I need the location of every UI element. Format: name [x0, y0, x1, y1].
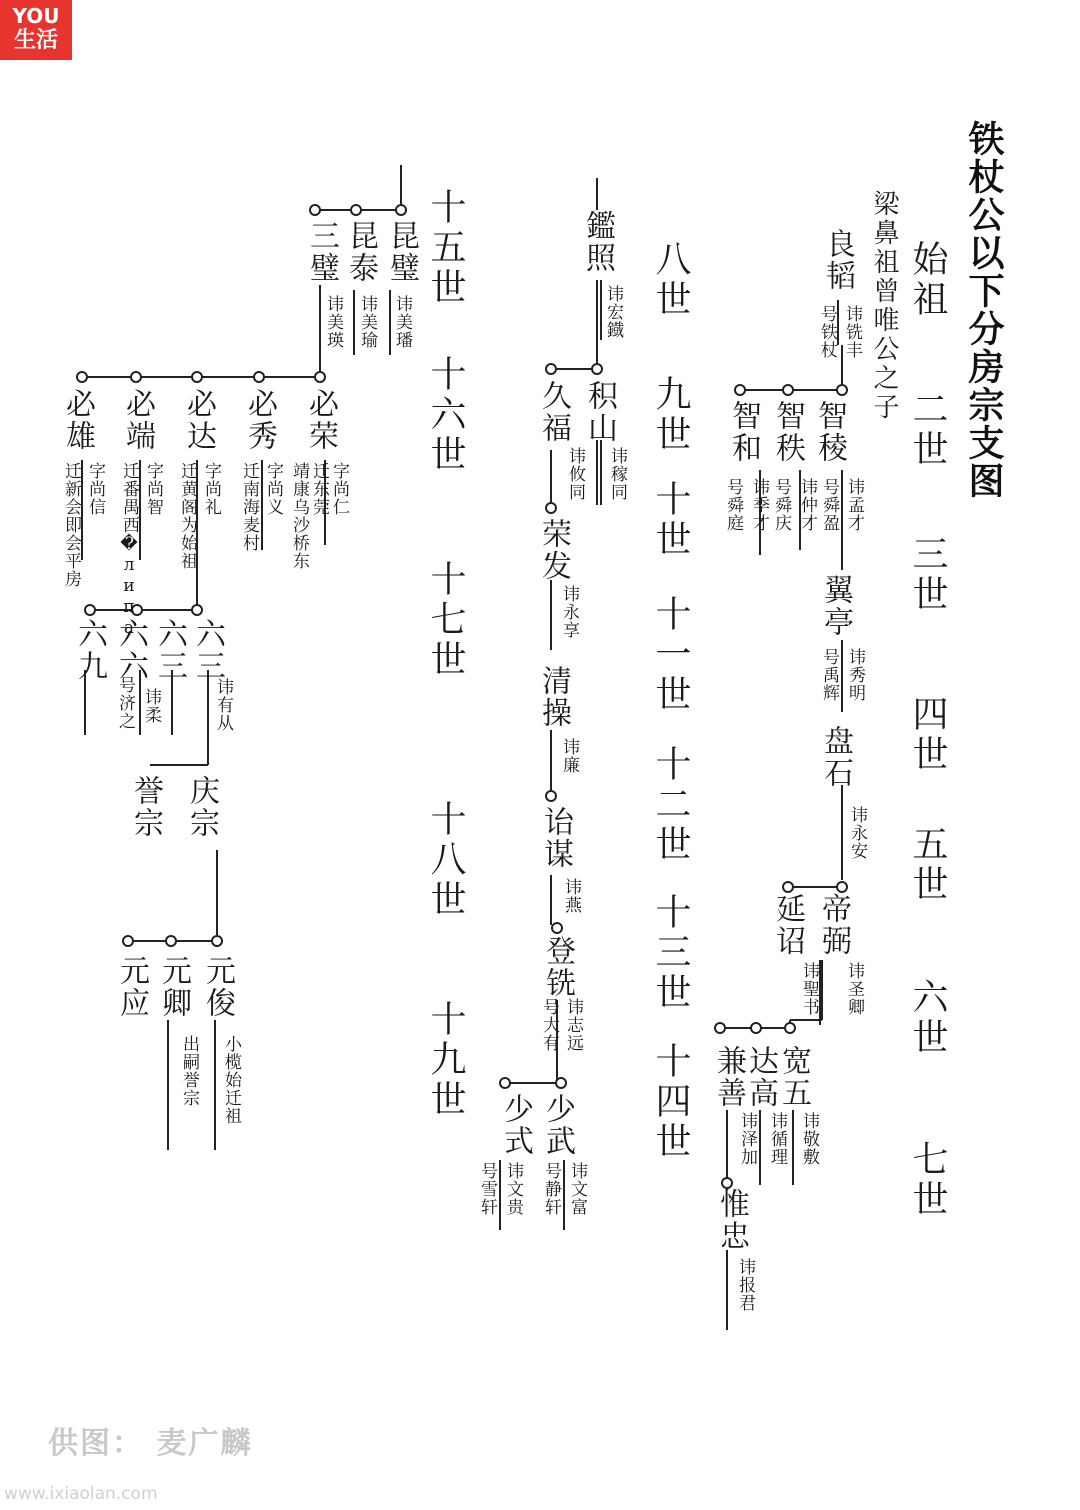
diagram-title: 铁杖公以下分房宗支图: [963, 120, 1004, 500]
member-name: 昆泰: [343, 220, 378, 284]
member-name: 必荣: [303, 388, 338, 452]
watermark-url: www.ixiaolan.com: [4, 1484, 158, 1504]
logo-line2: 生活: [13, 28, 58, 53]
member-note: 迁黄阁为始祖: [177, 462, 197, 570]
member-name: 元俊: [200, 955, 235, 1019]
gen-label-13: 十三世: [650, 893, 691, 1013]
member-note: 迁东莞: [309, 462, 329, 516]
member-name: 必达: [181, 388, 216, 452]
gen-label-6: 六世: [907, 978, 948, 1058]
member-note: 号大有: [539, 998, 559, 1052]
member-name: 昆璧: [384, 220, 419, 284]
member-name: 智秩: [770, 400, 805, 464]
member-note: 号铁杖: [817, 305, 837, 359]
gen-label-8: 八世: [650, 240, 691, 320]
member-name: 六六: [113, 618, 148, 682]
member-name: 兼善: [711, 1045, 746, 1109]
gen-label-15: 十五世: [425, 188, 466, 308]
member-note: 讳季才: [749, 478, 769, 532]
member-note: 迁番禺西�липа: [119, 462, 139, 639]
gen-label-9: 九世: [650, 375, 691, 455]
member-name: 必雄: [60, 388, 95, 452]
member-note: 号舜盈: [819, 478, 839, 532]
member-name: 少式: [498, 1093, 533, 1157]
member-name: 智稜: [812, 400, 847, 464]
member-note: 字尚义: [263, 462, 283, 516]
member-note: 讳循理: [767, 1112, 787, 1166]
gen-label-3: 三世: [907, 535, 948, 615]
member-note: 讳廉: [559, 738, 579, 774]
member-name: 延诏: [770, 893, 805, 957]
member-name: 必端: [120, 388, 155, 452]
member-note: 讳稼同: [607, 447, 627, 501]
gen-label-11: 十一世: [650, 595, 691, 715]
member-note: 迁南海麦村: [239, 462, 259, 552]
member-name: 良韬: [820, 228, 855, 292]
member-name: 盘石: [818, 725, 853, 789]
member-name: 诒谋: [538, 806, 573, 870]
member-name: 庆宗: [184, 775, 219, 839]
member-note: 讳圣卿: [844, 962, 864, 1016]
member-note: 讳孟才: [844, 478, 864, 532]
gen-label-19: 十九世: [425, 1000, 466, 1120]
member-name: 六九: [72, 618, 107, 682]
member-name: 久福: [536, 380, 571, 444]
gen-label-17: 十七世: [425, 560, 466, 680]
member-note: 讳仲才: [797, 478, 817, 532]
member-note: 号济之: [115, 676, 135, 730]
member-name: 登铣: [540, 935, 575, 999]
member-note: 字尚智: [143, 462, 163, 516]
gen-label-1: 始祖: [907, 240, 948, 320]
member-note: 字尚礼: [201, 462, 221, 516]
member-name: 智和: [726, 400, 761, 464]
member-note: 讳柔: [141, 688, 161, 724]
member-note: 号禹辉: [819, 648, 839, 702]
member-note: 讳报君: [735, 1258, 755, 1312]
member-name: 惟忠: [714, 1188, 749, 1252]
member-name: 三璧: [304, 220, 339, 284]
member-note: 号舜庭: [723, 478, 743, 532]
member-name: 积山: [582, 380, 617, 444]
logo-line1: YOU: [12, 4, 60, 28]
gen-label-4: 四世: [907, 695, 948, 775]
member-note: 讳美璠: [392, 295, 412, 349]
member-name: 必秀: [242, 388, 277, 452]
gen-label-14: 十四世: [650, 1042, 691, 1162]
member-note: 讳秀明: [845, 648, 865, 702]
member-note: 号静轩: [541, 1162, 561, 1216]
member-note: 讳聖书: [799, 962, 819, 1016]
member-note: 讳文贵: [503, 1162, 523, 1216]
member-note: 靖康乌沙桥东: [289, 462, 309, 570]
member-name: 宽五: [776, 1045, 811, 1109]
member-note: 讳美瑛: [323, 295, 343, 349]
gen-label-10: 十世: [650, 480, 691, 560]
member-note: 讳文富: [567, 1162, 587, 1216]
ancestor-note: 梁鼻祖曾唯公之子: [869, 190, 899, 422]
member-note: 号雪轩: [477, 1162, 497, 1216]
member-note: 字尚信: [85, 462, 105, 516]
member-note: 讳泽加: [737, 1112, 757, 1166]
member-note: 讳永安: [847, 806, 867, 860]
member-note: 讳铣丰: [842, 305, 862, 359]
member-name: 清操: [536, 665, 571, 729]
member-note: 字尚仁: [329, 462, 349, 516]
member-note: 讳燕: [561, 878, 581, 914]
image-credit: 供图： 麦广麟: [48, 1426, 253, 1461]
member-note: 号舜庆: [771, 478, 791, 532]
member-name: 荣发: [536, 518, 571, 582]
gen-label-12: 十二世: [650, 745, 691, 865]
member-name: 翼亭: [818, 574, 853, 638]
member-name: 六三: [152, 618, 187, 682]
member-note: 讳永享: [559, 585, 579, 639]
member-name: 元应: [114, 955, 149, 1019]
member-note: 出嗣誉宗: [179, 1035, 199, 1107]
member-note: 讳美瑜: [357, 295, 377, 349]
member-note: 小榄始迁祖: [221, 1035, 241, 1125]
member-note: 讳宏鐡: [603, 285, 623, 339]
gen-label-2: 二世: [907, 390, 948, 470]
member-note: 讳敬敷: [799, 1112, 819, 1166]
member-name: 达高: [743, 1045, 778, 1109]
member-name: 六三: [190, 618, 225, 682]
member-note: 讳志远: [563, 998, 583, 1052]
member-note: 迁新会即会平房: [61, 462, 81, 588]
member-name: 少武: [540, 1093, 575, 1157]
member-note: 讳有从: [213, 678, 233, 732]
gen-label-16: 十六世: [425, 355, 466, 475]
gen-label-7: 七世: [907, 1140, 948, 1220]
member-note: 讳攸同: [565, 447, 585, 501]
member-name: 誉宗: [128, 775, 163, 839]
gen-label-18: 十八世: [425, 800, 466, 920]
member-name: 鑑照: [580, 210, 615, 274]
gen-label-5: 五世: [907, 825, 948, 905]
member-name: 元卿: [156, 955, 191, 1019]
member-name: 帝弼: [816, 893, 851, 957]
